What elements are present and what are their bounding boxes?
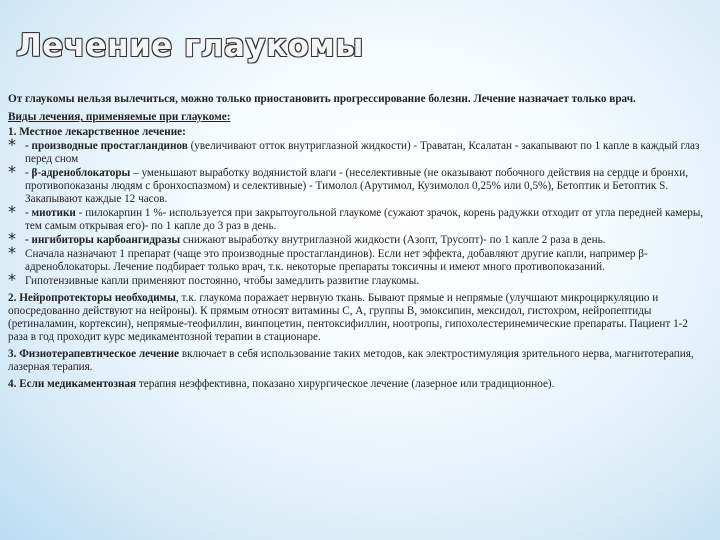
asterisk-bullet-icon: * [8,270,16,289]
intro-paragraph: От глаукомы нельзя вылечиться, можно только приостановить прогрессирование болезни. Лечение назначает только врач. [8,93,636,105]
bullet-prostaglandins [8,135,708,166]
bullet-term: - ингибиторы карбоангидразы [25,234,181,246]
treatment-types-heading: Виды лечения, применяемые при глаукоме: [8,111,231,123]
item1-heading: 1. Местное лекарственное лечение: [8,126,186,138]
bullet-miotics [8,202,708,233]
bullet-hypotensive-drops [8,270,708,289]
bullet-term: - β-адреноблокаторы [25,167,131,179]
bullet-text: – уменьшают выработку водянистой влаги - (неселективные (не оказывают побочного действия на сердце и бронхи, противопоказаны людям с бронхоспазмом) и селективные) - Тимолол (Арутимол, Кузимолол 0,25% или 0,5%), Бетоптик и Бетоптик S. Закапывают каждые 12 часов. [25,167,688,205]
asterisk-bullet-icon: * [8,162,16,181]
item3-term: 3. Физиотерапевтическое лечение [8,348,180,360]
item3-paragraph [8,348,708,374]
asterisk-bullet-icon: * [8,243,16,262]
item4-paragraph [8,378,708,391]
slide-title: Лечение глаукомы [16,28,364,64]
item4-text: терапия неэффективна, показано хирургическое лечение (лазерное или традиционное). [136,378,555,390]
item2-text: , т.к. глаукома поражает нервную ткань. Бывают прямые и непрямые (улучшают микроциркуляцию и опосредованно действуют на нейроны). К прямым относят витамины С, А, группы В, эмоксипин, мексидол, гистохром, нейропептиды (ретиналамин, кортексин), непрямые-теофиллин, винпоцетин, пентоксифиллин, ноотропы, гипохолестеринемические препараты. Пациент 1-2 раза в год проходит курс медикаментозной терапии в стационаре. [8,292,689,343]
bullet-text: Сначала назначают 1 препарат (чаще это производные простагландинов). Если нет эффекта, добавляют другие капли, например β-адреноблокаторы. Лечение подбирает только врач, т.к. некоторые препараты токсичны и имеют много противопоказаний. [25,248,648,273]
item2-paragraph [8,292,708,344]
bullet-carbonic-anhydrase [8,229,708,248]
bullet-text: - пилокарпин 1 %- используется при закрытоугольной глаукоме (сужают зрачок, корень радужки отходит от угла передней камеры, тем самым открывая его)- по 1 капле до 3 раз в день. [25,207,704,232]
bullet-term: - производные простагландинов [25,140,188,152]
asterisk-bullet-icon: * [8,202,16,221]
bullet-beta-blockers [8,162,708,206]
bullet-first-drug [8,243,708,274]
asterisk-bullet-icon: * [8,229,16,248]
bullet-text: Гипотензивные капли применяют постоянно, чтобы замедлить развитие глаукомы. [25,275,420,287]
slide-content [8,93,708,395]
item2-term: 2. Нейропротекторы необходимы [8,292,176,304]
item4-term: 4. Если медикаментозная [8,378,137,390]
bullet-text: (увеличивают отток внутриглазной жидкости) - Траватан, Ксалатан - закапывают по 1 капле в каждый глаз перед сном [25,140,700,165]
bullet-term: - миотики [25,207,76,219]
asterisk-bullet-icon: * [8,135,16,154]
item3-text: включает в себя использование таких методов, как электростимуляция зрительного нерва, магнитотерапия, лазерная терапия. [8,348,694,373]
bullet-text: снижают выработку внутриглазной жидкости (Азопт, Трусопт)- по 1 капле 2 раза в день. [180,234,606,246]
